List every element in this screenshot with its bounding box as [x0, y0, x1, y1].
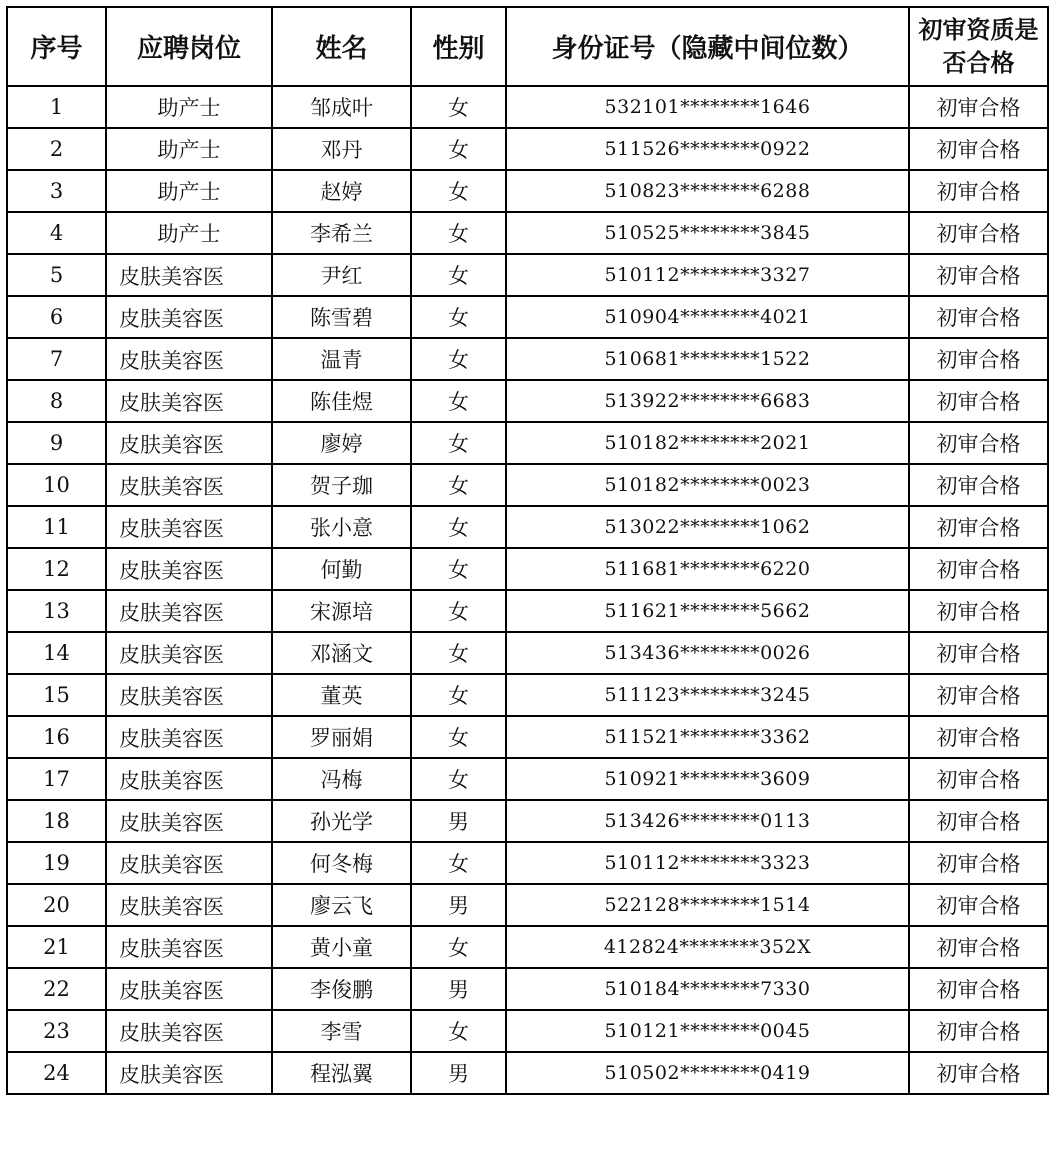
cell-id-number: 510112********3323 [506, 842, 909, 884]
cell-name: 贺子珈 [272, 464, 411, 506]
cell-position: 皮肤美容医 [106, 422, 272, 464]
cell-position: 皮肤美容医 [106, 506, 272, 548]
cell-gender: 女 [411, 716, 506, 758]
cell-qualified: 初审合格 [909, 548, 1048, 590]
table-body [7, 86, 1048, 1094]
cell-position: 皮肤美容医 [106, 296, 272, 338]
cell-position: 皮肤美容医 [106, 758, 272, 800]
cell-position: 皮肤美容医 [106, 842, 272, 884]
cell-qualified: 初审合格 [909, 506, 1048, 548]
cell-qualified: 初审合格 [909, 674, 1048, 716]
cell-no: 5 [7, 254, 106, 296]
cell-qualified: 初审合格 [909, 464, 1048, 506]
cell-qualified: 初审合格 [909, 1052, 1048, 1094]
cell-position: 皮肤美容医 [106, 884, 272, 926]
table-row [7, 800, 1048, 842]
cell-name: 尹红 [272, 254, 411, 296]
cell-id-number: 412824********352X [506, 926, 909, 968]
header-name: 姓名 [272, 7, 411, 86]
cell-name: 何勤 [272, 548, 411, 590]
cell-qualified: 初审合格 [909, 800, 1048, 842]
cell-position: 皮肤美容医 [106, 590, 272, 632]
cell-gender: 女 [411, 254, 506, 296]
table-row [7, 548, 1048, 590]
cell-position: 皮肤美容医 [106, 968, 272, 1010]
table-row [7, 968, 1048, 1010]
cell-no: 9 [7, 422, 106, 464]
cell-name: 廖婷 [272, 422, 411, 464]
cell-id-number: 510112********3327 [506, 254, 909, 296]
table-row [7, 128, 1048, 170]
cell-qualified: 初审合格 [909, 590, 1048, 632]
table-row [7, 842, 1048, 884]
cell-id-number: 511621********5662 [506, 590, 909, 632]
cell-name: 邓丹 [272, 128, 411, 170]
cell-qualified: 初审合格 [909, 170, 1048, 212]
table-row [7, 926, 1048, 968]
table-row [7, 170, 1048, 212]
header-id-number: 身份证号（隐藏中间位数） [506, 7, 909, 86]
header-no: 序号 [7, 7, 106, 86]
table-row [7, 590, 1048, 632]
cell-qualified: 初审合格 [909, 86, 1048, 128]
table-row [7, 716, 1048, 758]
cell-id-number: 522128********1514 [506, 884, 909, 926]
cell-gender: 女 [411, 1010, 506, 1052]
table-row [7, 632, 1048, 674]
cell-gender: 女 [411, 86, 506, 128]
cell-id-number: 510182********0023 [506, 464, 909, 506]
table-row [7, 296, 1048, 338]
cell-no: 16 [7, 716, 106, 758]
cell-position: 皮肤美容医 [106, 1010, 272, 1052]
cell-name: 罗丽娟 [272, 716, 411, 758]
cell-gender: 男 [411, 884, 506, 926]
cell-qualified: 初审合格 [909, 212, 1048, 254]
cell-gender: 女 [411, 548, 506, 590]
header-gender: 性别 [411, 7, 506, 86]
cell-no: 19 [7, 842, 106, 884]
cell-gender: 女 [411, 128, 506, 170]
cell-position: 助产士 [106, 170, 272, 212]
cell-id-number: 511681********6220 [506, 548, 909, 590]
cell-qualified: 初审合格 [909, 842, 1048, 884]
table-row [7, 464, 1048, 506]
table-row [7, 422, 1048, 464]
table-row [7, 254, 1048, 296]
cell-position: 皮肤美容医 [106, 716, 272, 758]
cell-no: 24 [7, 1052, 106, 1094]
cell-name: 廖云飞 [272, 884, 411, 926]
cell-id-number: 513426********0113 [506, 800, 909, 842]
table-row [7, 380, 1048, 422]
header-position: 应聘岗位 [106, 7, 272, 86]
cell-no: 14 [7, 632, 106, 674]
cell-gender: 女 [411, 170, 506, 212]
cell-position: 皮肤美容医 [106, 632, 272, 674]
cell-gender: 女 [411, 758, 506, 800]
cell-qualified: 初审合格 [909, 254, 1048, 296]
cell-name: 冯梅 [272, 758, 411, 800]
cell-qualified: 初审合格 [909, 422, 1048, 464]
cell-no: 4 [7, 212, 106, 254]
cell-no: 2 [7, 128, 106, 170]
cell-qualified: 初审合格 [909, 716, 1048, 758]
cell-no: 8 [7, 380, 106, 422]
cell-no: 18 [7, 800, 106, 842]
cell-name: 陈雪碧 [272, 296, 411, 338]
cell-no: 13 [7, 590, 106, 632]
cell-id-number: 511526********0922 [506, 128, 909, 170]
cell-name: 李雪 [272, 1010, 411, 1052]
header-qualified: 初审资质是否合格 [909, 7, 1048, 86]
cell-position: 助产士 [106, 86, 272, 128]
cell-no: 15 [7, 674, 106, 716]
header-row [7, 7, 1048, 86]
table-row [7, 1052, 1048, 1094]
cell-gender: 女 [411, 338, 506, 380]
cell-position: 皮肤美容医 [106, 674, 272, 716]
cell-no: 6 [7, 296, 106, 338]
cell-name: 黄小童 [272, 926, 411, 968]
cell-no: 20 [7, 884, 106, 926]
cell-name: 邹成叶 [272, 86, 411, 128]
cell-qualified: 初审合格 [909, 1010, 1048, 1052]
cell-name: 何冬梅 [272, 842, 411, 884]
cell-gender: 女 [411, 296, 506, 338]
cell-position: 助产士 [106, 128, 272, 170]
table-row [7, 212, 1048, 254]
cell-position: 皮肤美容医 [106, 464, 272, 506]
cell-position: 皮肤美容医 [106, 380, 272, 422]
cell-id-number: 510182********2021 [506, 422, 909, 464]
cell-id-number: 513436********0026 [506, 632, 909, 674]
cell-qualified: 初审合格 [909, 632, 1048, 674]
cell-gender: 女 [411, 590, 506, 632]
cell-no: 21 [7, 926, 106, 968]
cell-gender: 男 [411, 800, 506, 842]
cell-no: 1 [7, 86, 106, 128]
cell-id-number: 510921********3609 [506, 758, 909, 800]
cell-qualified: 初审合格 [909, 968, 1048, 1010]
table-row [7, 338, 1048, 380]
cell-gender: 男 [411, 968, 506, 1010]
cell-name: 邓涵文 [272, 632, 411, 674]
cell-gender: 女 [411, 842, 506, 884]
cell-name: 孙光学 [272, 800, 411, 842]
cell-id-number: 510681********1522 [506, 338, 909, 380]
cell-position: 皮肤美容医 [106, 926, 272, 968]
cell-position: 皮肤美容医 [106, 800, 272, 842]
cell-gender: 女 [411, 464, 506, 506]
candidate-table [6, 6, 1049, 1095]
table-row [7, 1010, 1048, 1052]
cell-name: 程泓翼 [272, 1052, 411, 1094]
cell-id-number: 510525********3845 [506, 212, 909, 254]
cell-qualified: 初审合格 [909, 338, 1048, 380]
cell-gender: 男 [411, 1052, 506, 1094]
cell-id-number: 510121********0045 [506, 1010, 909, 1052]
cell-qualified: 初审合格 [909, 926, 1048, 968]
cell-id-number: 511123********3245 [506, 674, 909, 716]
cell-no: 22 [7, 968, 106, 1010]
cell-no: 3 [7, 170, 106, 212]
cell-gender: 女 [411, 422, 506, 464]
cell-qualified: 初审合格 [909, 758, 1048, 800]
cell-id-number: 513922********6683 [506, 380, 909, 422]
cell-gender: 女 [411, 632, 506, 674]
cell-no: 12 [7, 548, 106, 590]
cell-name: 张小意 [272, 506, 411, 548]
cell-id-number: 511521********3362 [506, 716, 909, 758]
cell-position: 皮肤美容医 [106, 1052, 272, 1094]
cell-qualified: 初审合格 [909, 128, 1048, 170]
cell-gender: 女 [411, 926, 506, 968]
cell-position: 助产士 [106, 212, 272, 254]
cell-id-number: 510823********6288 [506, 170, 909, 212]
cell-no: 23 [7, 1010, 106, 1052]
cell-no: 10 [7, 464, 106, 506]
cell-name: 温青 [272, 338, 411, 380]
cell-id-number: 510184********7330 [506, 968, 909, 1010]
cell-gender: 女 [411, 380, 506, 422]
cell-position: 皮肤美容医 [106, 338, 272, 380]
cell-gender: 女 [411, 674, 506, 716]
cell-id-number: 532101********1646 [506, 86, 909, 128]
cell-qualified: 初审合格 [909, 380, 1048, 422]
cell-name: 李俊鹏 [272, 968, 411, 1010]
cell-name: 董英 [272, 674, 411, 716]
table-row [7, 674, 1048, 716]
cell-qualified: 初审合格 [909, 296, 1048, 338]
cell-id-number: 513022********1062 [506, 506, 909, 548]
cell-position: 皮肤美容医 [106, 254, 272, 296]
cell-gender: 女 [411, 506, 506, 548]
cell-position: 皮肤美容医 [106, 548, 272, 590]
cell-no: 11 [7, 506, 106, 548]
cell-id-number: 510502********0419 [506, 1052, 909, 1094]
cell-name: 李希兰 [272, 212, 411, 254]
cell-qualified: 初审合格 [909, 884, 1048, 926]
cell-name: 赵婷 [272, 170, 411, 212]
table-row [7, 884, 1048, 926]
cell-no: 17 [7, 758, 106, 800]
cell-name: 陈佳煜 [272, 380, 411, 422]
cell-no: 7 [7, 338, 106, 380]
table-row [7, 758, 1048, 800]
cell-id-number: 510904********4021 [506, 296, 909, 338]
cell-gender: 女 [411, 212, 506, 254]
cell-name: 宋源培 [272, 590, 411, 632]
table-row [7, 506, 1048, 548]
table-row [7, 86, 1048, 128]
